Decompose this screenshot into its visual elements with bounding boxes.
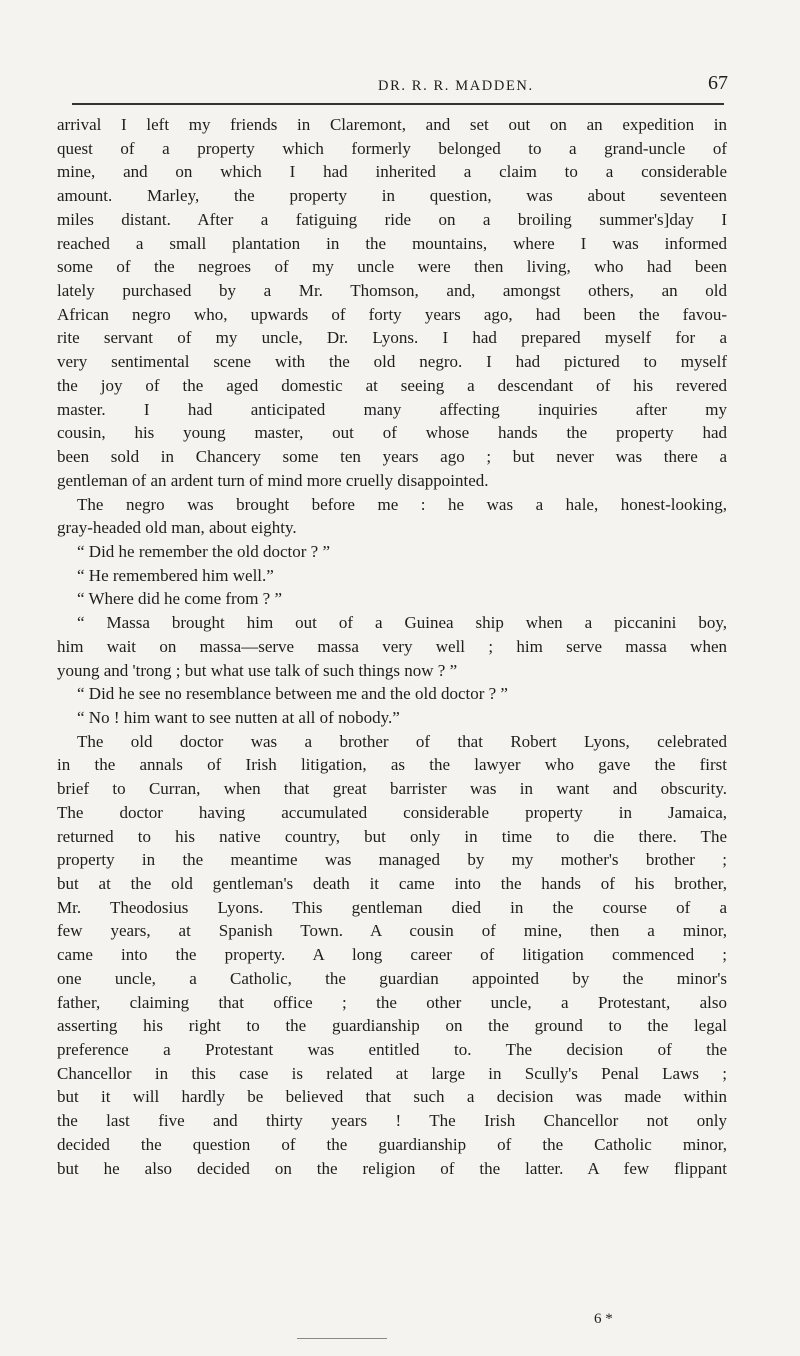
text-line: miles distant. After a fatiguing ride on a broiling summer's]day I [57, 209, 727, 229]
text-line: him wait on massa—serve massa very well ; him serve massa when [57, 636, 727, 656]
signature-mark: 6 * [594, 1311, 613, 1327]
text-line: amount. Marley, the property in question, was about seventeen [57, 186, 727, 206]
text-line: decided the question of the guardianship of the Catholic minor, [57, 1134, 727, 1154]
text-line: “ Did he remember the old doctor ? ” [77, 541, 331, 561]
footer-rule [297, 1338, 387, 1339]
text-line: “ Where did he come from ? ” [77, 589, 283, 609]
text-line: preference a Protestant was entitled to. The decision of the [57, 1040, 727, 1060]
text-line: The doctor having accumulated considerable property in Jamaica, [57, 802, 727, 822]
text-line: cousin, his young master, out of whose hands the property had [57, 423, 727, 443]
text-line: very sentimental scene with the old negro. I had pictured to myself [57, 352, 727, 372]
text-line: rite servant of my uncle, Dr. Lyons. I had prepared myself for a [57, 328, 727, 348]
text-line: the joy of the aged domestic at seeing a descendant of his revered [57, 375, 727, 395]
text-line: quest of a property which formerly belonged to a grand-uncle of [57, 138, 727, 158]
text-line: Chancellor in this case is related at large in Scully's Penal Laws ; [57, 1063, 727, 1083]
header-rule [72, 103, 724, 105]
text-line: but he also decided on the religion of the latter. A few flippant [57, 1158, 727, 1178]
running-head: DR. R. R. MADDEN. [378, 78, 534, 94]
text-line: “ He remembered him well.” [77, 565, 274, 585]
text-line: reached a small plantation in the mountains, where I was informed [57, 233, 727, 253]
text-line: master. I had anticipated many affecting inquiries after my [57, 399, 727, 419]
text-line: but it will hardly be believed that such a decision was made within [57, 1087, 727, 1107]
text-line: but at the old gentleman's death it came into the hands of his brother, [57, 874, 727, 893]
body-text [57, 113, 727, 1180]
page-number: 67 [708, 72, 728, 94]
text-line: young and 'trong ; but what use talk of such things now ? ” [57, 660, 458, 680]
text-line: arrival I left my friends in Claremont, and set out on an expedition in [57, 115, 727, 134]
text-line: “ Did he see no resemblance between me and the old doctor ? ” [77, 684, 508, 704]
text-line: The negro was brought before me : he was a hale, honest-looking, [77, 494, 727, 514]
text-line: been sold in Chancery some ten years ago ; but never was there a [57, 447, 727, 467]
text-line: one uncle, a Catholic, the guardian appointed by the minor's [57, 968, 727, 988]
text-line: asserting his right to the guardianship on the ground to the legal [57, 1016, 727, 1036]
text-line: gray-headed old man, about eighty. [57, 518, 297, 538]
text-line: African negro who, upwards of forty years ago, had been the favou- [57, 304, 727, 324]
text-line: father, claiming that office ; the other uncle, a Protestant, also [57, 992, 727, 1012]
text-line: property in the meantime was managed by my mother's brother ; [57, 850, 727, 870]
text-line: returned to his native country, but only in time to die there. The [57, 826, 727, 846]
text-line: came into the property. A long career of litigation commenced ; [57, 945, 727, 965]
text-line: in the annals of Irish litigation, as the lawyer who gave the first [57, 755, 727, 775]
text-line: brief to Curran, when that great barrister was in want and obscurity. [57, 779, 727, 799]
text-line: gentleman of an ardent turn of mind more cruelly disappointed. [57, 470, 489, 490]
text-line: few years, at Spanish Town. A cousin of mine, then a minor, [57, 921, 727, 941]
text-line: lately purchased by a Mr. Thomson, and, amongst others, an old [57, 281, 727, 301]
text-line: mine, and on which I had inherited a claim to a considerable [57, 162, 727, 182]
text-line: Mr. Theodosius Lyons. This gentleman died in the course of a [57, 897, 727, 917]
text-line: “ No ! him want to see nutten at all of nobody.” [77, 707, 400, 727]
text-line: some of the negroes of my uncle were then living, who had been [57, 257, 727, 277]
text-line: The old doctor was a brother of that Robert Lyons, celebrated [77, 731, 727, 751]
text-line: “ Massa brought him out of a Guinea ship when a piccanini boy, [77, 613, 727, 633]
text-line: the last five and thirty years ! The Irish Chancellor not only [57, 1111, 727, 1131]
